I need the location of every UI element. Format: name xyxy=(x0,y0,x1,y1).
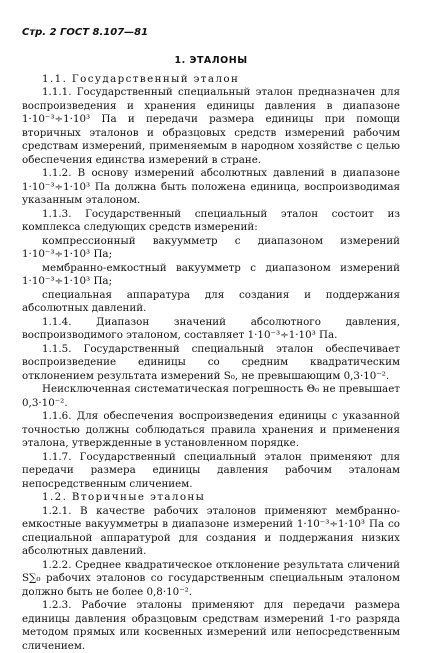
paragraph-1-2-3: 1.2.3. Рабочие эталоны применяют для передачи размера единицы давления образцовым средствам измерений 1-го разряда методом прямых или косвенных измерений или непосредственным сличением. xyxy=(22,599,400,652)
paragraph-1-1-5-error: Неисключенная систематическая погрешность Θ₀ не превышает 0,3·10⁻². xyxy=(22,383,400,409)
list-item-membrane-gauge: мембранно-емкостный вакуумметр с диапазоном измерений 1·10⁻³÷1·10³ Па; xyxy=(22,261,400,287)
paragraph-1-1-3: 1.1.3. Государственный специальный эталон состоит из комплекса следующих средств измерений: xyxy=(22,207,400,233)
paragraph-1-1-7: 1.1.7. Государственный специальный эталон применяют для передачи размера единицы давления рабочим эталонам непосредственным сличением. xyxy=(22,450,400,490)
paragraph-1-1-4: 1.1.4. Диапазон значений абсолютного давления, воспроизводимого эталоном, составляет 1·10⁻³÷1·10³ Па. xyxy=(22,315,400,341)
document-page xyxy=(22,26,400,653)
paragraph-1-1-6: 1.1.6. Для обеспечения воспроизведения единицы с указанной точностью должны соблюдаться правила хранения и применения эталона, утвержденные в установленном порядке. xyxy=(22,410,400,449)
paragraph-1-2-1: 1.2.1. В качестве рабочих эталонов применяют мембранно-емкостные вакуумметры в диапазоне измерений 1·10⁻³÷1·10³ Па со специальной аппаратурой для создания и поддержания низких абсолютных давлений. xyxy=(22,504,400,557)
paragraph-1-1-1: 1.1.1. Государственный специальный эталон предназначен для воспроизведения и хранения единицы давления в диапазоне 1·10⁻³÷1·10³ Па и передачи размера единицы при помощи вторичных эталонов и образцовых средств измерений рабочим средствам измерений, применяемым в народном хозяйстве с целью обеспечения единства измерений в стране. xyxy=(22,86,400,166)
section-title: 1. ЭТАЛОНЫ xyxy=(174,55,248,66)
paragraph-1-1-5: 1.1.5. Государственный специальный эталон обеспечивает воспроизведение единицы со средним квадратическим отклонением результата измерений S₀, не превышающим 0,3·10⁻². xyxy=(22,342,400,382)
paragraph-1-1-2: 1.1.2. В основу измерений абсолютных давлений в диапазоне 1·10⁻³÷1·10³ Па должна быть положена единица, воспроизводимая указанным эталоном. xyxy=(22,167,400,206)
list-item-special-apparatus: специальная аппаратура для создания и поддержания абсолютных давлений. xyxy=(22,288,400,314)
list-item-compression-gauge: компрессионный вакуумметр с диапазоном измерений 1·10⁻³÷1·10³ Па; xyxy=(22,234,400,260)
subsection-title-state-standard: 1.1. Государственный эталон xyxy=(42,72,240,85)
subsection-title-secondary-standards: 1.2. Вторичные эталоны xyxy=(42,491,206,503)
paragraph-1-2-2: 1.2.2. Среднее квадратическое отклонение результата сличений S∑₀ рабочих эталонов со государственным специальным эталоном должно быть не более 0,8·10⁻². xyxy=(22,558,400,598)
page-header: Стр. 2 ГОСТ 8.107—81 xyxy=(22,27,149,38)
